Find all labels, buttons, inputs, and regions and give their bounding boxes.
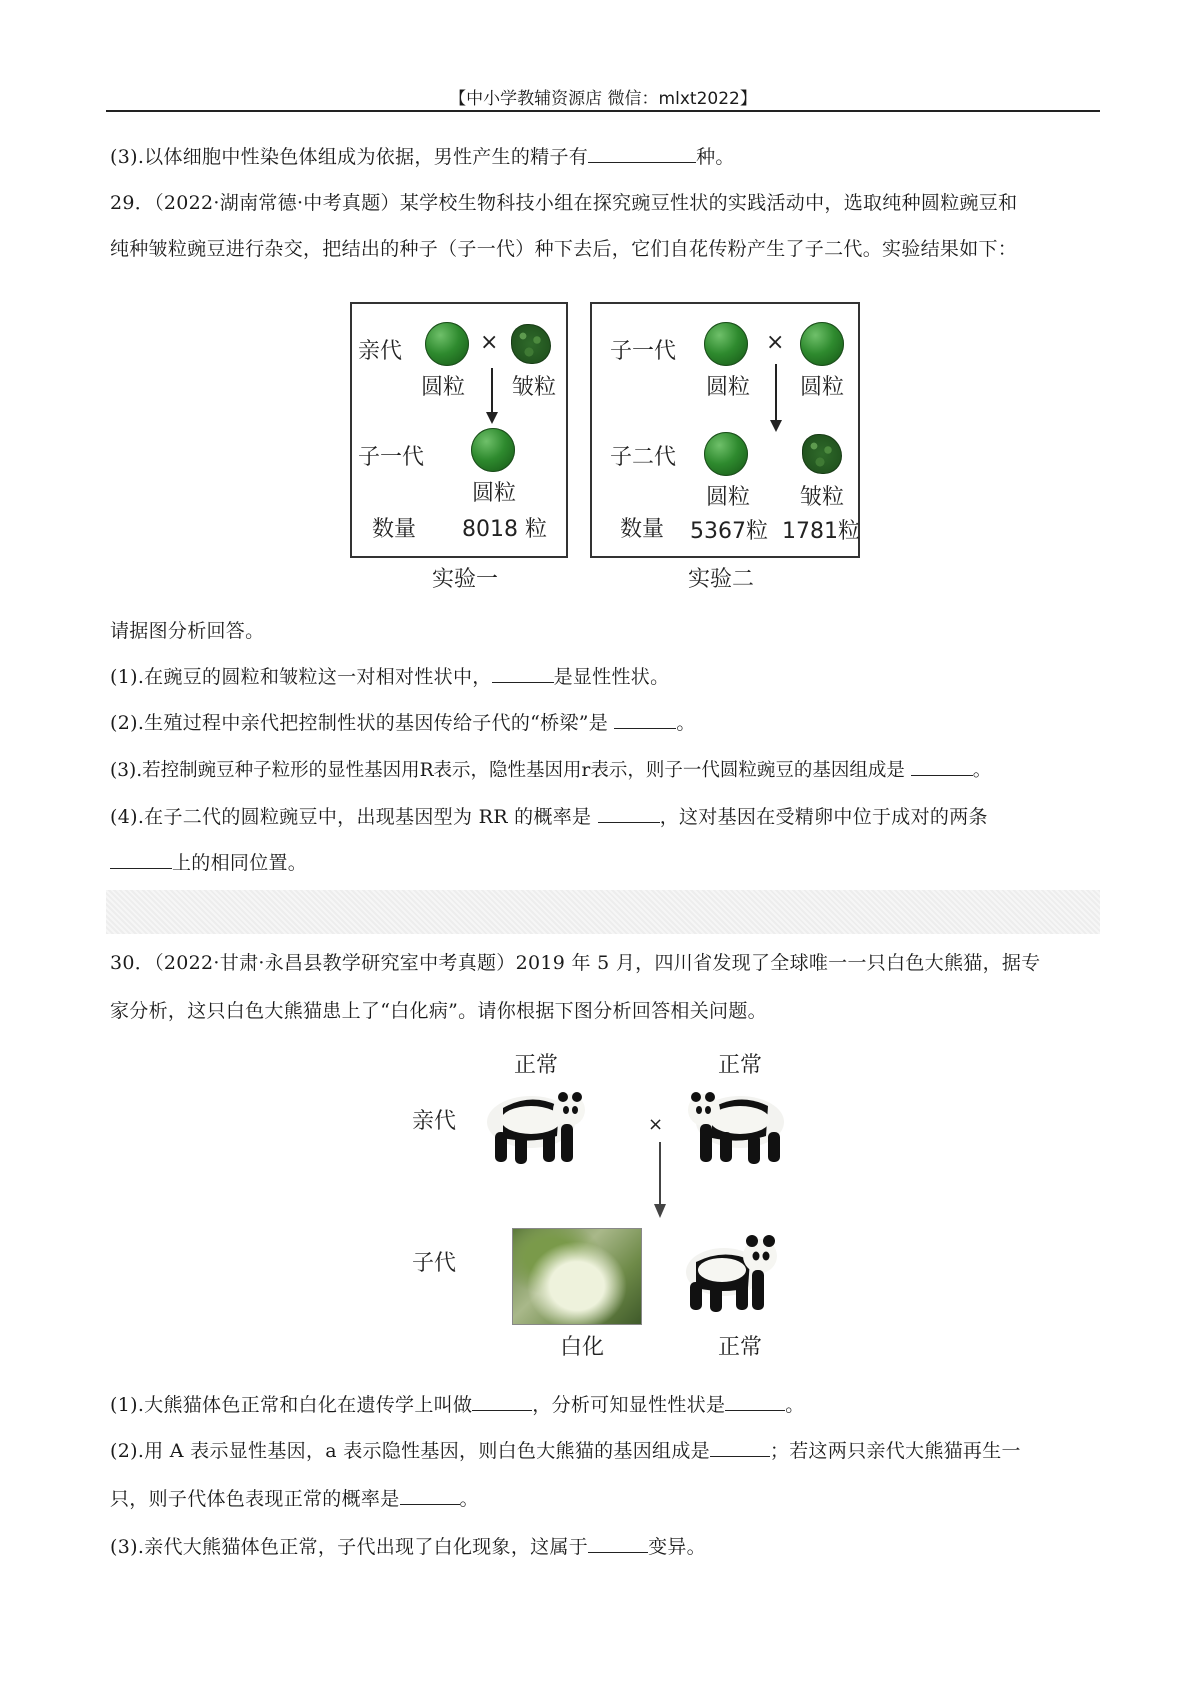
panda-parent-label: 亲代 (412, 1109, 457, 1134)
exp2-down-arrow-icon (768, 362, 784, 434)
answer-blank[interactable] (400, 1486, 460, 1505)
exp1-count-label: 数量 (372, 517, 417, 542)
q28-part3 (110, 142, 735, 169)
exp1-f1-round-label: 圆粒 (472, 481, 517, 506)
exp2-f2-label: 子二代 (610, 445, 677, 470)
q30-part2-line2 (110, 1484, 479, 1511)
answer-blank[interactable] (911, 757, 973, 776)
q29-part4-middle: ，这对基因在受精卵中位于成对的两条 (659, 806, 988, 828)
exp1-wrinkled-label: 皱粒 (512, 375, 557, 400)
q29-stem-line1: 29．（2022·湖南常德·中考真题）某学校生物科技小组在探究豌豆性状的实践活动中，选取纯种圆粒豌豆和 (110, 192, 1018, 214)
exp1-down-arrow-icon (484, 366, 500, 426)
q30-part1-middle: ，分析可知显性性状是 (532, 1394, 726, 1416)
cross-symbol: × (480, 330, 499, 355)
q28-part3-suffix: 种。 (696, 146, 735, 168)
round-pea-icon (704, 322, 748, 366)
panda-albino-label: 白化 (560, 1335, 605, 1360)
q30-part2-suffix: 。 (459, 1488, 479, 1510)
albino-panda-photo (512, 1228, 642, 1325)
panda-normal-label-a: 正常 (514, 1053, 559, 1078)
answer-blank[interactable] (110, 850, 172, 869)
panda-normal-label-c: 正常 (718, 1335, 763, 1360)
q29-part2-text: (2).生殖过程中亲代把控制性状的基因传给子代的“桥梁”是 (110, 712, 615, 734)
answer-blank[interactable] (588, 1534, 648, 1553)
q30-part3-suffix: 变异。 (648, 1536, 706, 1558)
q30-part1-suffix: 。 (785, 1394, 805, 1416)
answer-blank[interactable] (598, 804, 660, 823)
q29-part4-line1 (110, 802, 988, 829)
q29-part1-text: (1).在豌豆的圆粒和皱粒这一对相对性状中， (110, 666, 492, 688)
round-pea-icon (425, 322, 469, 366)
q28-part3-text: (3).以体细胞中性染色体组成为依据，男性产生的精子有 (110, 146, 589, 168)
exp1-count-value: 8018 粒 (462, 517, 547, 542)
panda-offspring-label: 子代 (412, 1251, 457, 1276)
q29-part3-text: (3).若控制豌豆种子粒形的显性基因用R表示，隐性基因用r表示，则子一代圆粒豌豆的基因组成是 (110, 760, 911, 781)
panda-down-arrow-icon (652, 1140, 668, 1220)
exp2-f2-round-label: 圆粒 (706, 485, 751, 510)
wrinkled-pea-icon (802, 434, 842, 474)
exp2-round-a-label: 圆粒 (706, 375, 751, 400)
wrinkled-pea-icon (511, 324, 551, 364)
exp2-count-wrinkled: 1781粒 (782, 519, 860, 544)
answer-blank[interactable] (472, 1392, 532, 1411)
answer-blank[interactable] (614, 710, 676, 729)
exp1-parent-label: 亲代 (358, 339, 403, 364)
exp2-f2-wrinkled-label: 皱粒 (800, 485, 845, 510)
q30-part1 (110, 1390, 805, 1417)
panda-parent-b-icon (682, 1080, 802, 1170)
q29-part2-suffix: 。 (676, 712, 696, 734)
answer-blank[interactable] (492, 664, 554, 683)
round-pea-icon (704, 432, 748, 476)
q30-part2-middle: ；若这两只亲代大熊猫再生一 (769, 1440, 1021, 1462)
exp1-f1-label: 子一代 (358, 445, 425, 470)
q29-part4-suffix: 上的相同位置。 (172, 852, 308, 874)
answer-blank[interactable] (710, 1438, 770, 1457)
cross-symbol: × (648, 1114, 664, 1135)
q29-part3 (110, 756, 991, 782)
round-pea-icon (800, 322, 844, 366)
q29-prompt: 请据图分析回答。 (110, 620, 265, 642)
q30-part1-text: (1).大熊猫体色正常和白化在遗传学上叫做 (110, 1394, 473, 1416)
exp2-count-round: 5367粒 (690, 519, 768, 544)
q29-part4-line2 (110, 848, 307, 875)
exp1-round-label: 圆粒 (421, 375, 466, 400)
exp2-caption: 实验二 (688, 567, 755, 592)
exp1-caption: 实验一 (432, 567, 499, 592)
cross-symbol: × (766, 330, 785, 355)
q29-part4-text: (4).在子二代的圆粒豌豆中，出现基因型为 RR 的概率是 (110, 806, 598, 828)
panda-normal-label-b: 正常 (718, 1053, 763, 1078)
q29-part1-suffix: 是显性性状。 (553, 666, 670, 688)
q29-part2 (110, 708, 696, 735)
exp2-count-label: 数量 (620, 517, 665, 542)
q29-part3-suffix: 。 (972, 760, 992, 781)
q29-part1 (110, 662, 669, 689)
q30-part2-text2: 只，则子代体色表现正常的概率是 (110, 1488, 400, 1510)
header-divider (106, 110, 1100, 112)
answer-blank[interactable] (588, 144, 696, 163)
panda-parent-a-icon (473, 1080, 593, 1170)
q30-part2-line1 (110, 1436, 1021, 1463)
q29-stem-line2: 纯种皱粒豌豆进行杂交，把结出的种子（子一代）种下去后，它们自花传粉产生了子二代。实验结果如下： (110, 238, 1018, 260)
exp2-round-b-label: 圆粒 (800, 375, 845, 400)
q30-part3 (110, 1532, 706, 1559)
page-header: 【中小学教辅资源店 微信：mlxt2022】 (449, 89, 757, 109)
round-pea-icon (471, 428, 515, 472)
q30-stem-line2: 家分析，这只白色大熊猫患上了“白化病”。请你根据下图分析回答相关问题。 (110, 1000, 767, 1022)
q30-stem-line1: 30．（2022·甘肃·永昌县教学研究室中考真题）2019 年 5 月，四川省发现了全球唯一一只白色大熊猫，据专 (110, 952, 1041, 974)
q30-part2-text: (2).用 A 表示显性基因，a 表示隐性基因，则白色大熊猫的基因组成是 (110, 1440, 710, 1462)
panda-offspring-normal-icon (674, 1226, 790, 1316)
q30-part3-text: (3).亲代大熊猫体色正常，子代出现了白化现象，这属于 (110, 1536, 589, 1558)
section-separator (106, 890, 1100, 934)
answer-blank[interactable] (725, 1392, 785, 1411)
exp2-f1-label: 子一代 (610, 339, 677, 364)
